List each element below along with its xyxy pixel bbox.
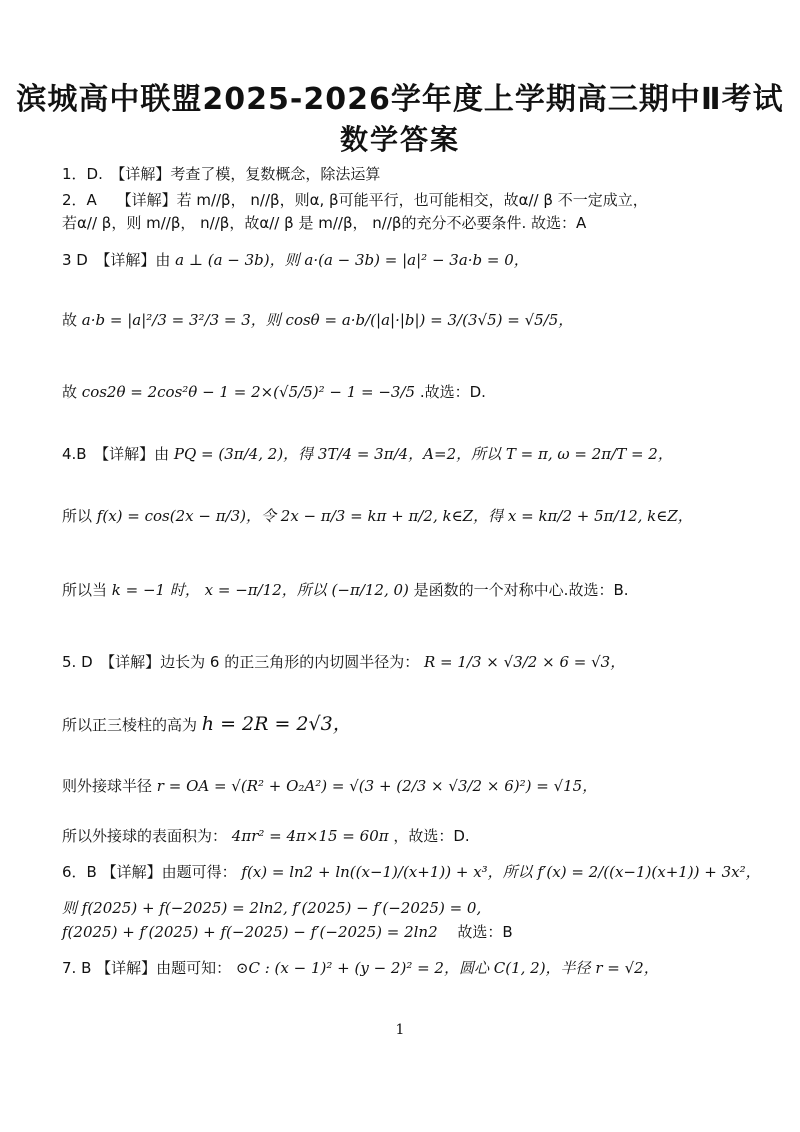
answer-7-lead: 7. B 【详解】由题可知： bbox=[62, 959, 232, 977]
answer-5-expr-2: h = 2R = 2√3， bbox=[201, 713, 352, 735]
answer-4-line-1 bbox=[62, 444, 752, 464]
answer-4-expr-3: k = −1 时， x = −π/12，所以 (−π/12, 0) bbox=[111, 581, 409, 599]
answer-1: 1．D. 【详解】考查了模，复数概念，除法运算 bbox=[62, 165, 381, 183]
answer-5-expr-1: R = 1/3 × √3/2 × 6 = √3， bbox=[424, 653, 626, 671]
answer-5-expr-3: r = OA = √(R² + O₂A²) = √(3 + (2/3 × √3/2 × 6)²) = √15， bbox=[156, 777, 598, 795]
answer-3-expr-1: a ⊥ (a − 3b)，则 a·(a − 3b) = |a|² − 3a·b = 0， bbox=[175, 251, 529, 269]
answer-4-line-2 bbox=[62, 506, 752, 526]
answer-5-line-1 bbox=[62, 652, 752, 672]
answer-5-line-4 bbox=[62, 826, 752, 846]
answer-3-expr-2: a·b = |a|²/3 = 3²/3 = 3，则 cosθ = a·b/(|a|·|b|) = 3/(3√5) = √5/5， bbox=[81, 311, 574, 329]
answer-5-expr-4: 4πr² = 4π×15 = 60π bbox=[231, 827, 389, 845]
answer-6-line-3 bbox=[62, 922, 752, 942]
answer-3-line-2 bbox=[62, 310, 752, 330]
answer-6-line-1 bbox=[62, 862, 761, 882]
answer-3-tail: .故选：D. bbox=[419, 383, 486, 401]
answer-6-expr-2: 则 f(2025) + f(−2025) = 2ln2, f′(2025) − f′(−2025) = 0, bbox=[62, 899, 482, 917]
answer-6-lead: 6．B 【详解】由题可得： bbox=[62, 863, 237, 881]
answer-3-lead-3: 故 bbox=[62, 383, 78, 401]
answer-4-lead-3: 所以当 bbox=[62, 581, 108, 599]
answer-5-lead: 5. D 【详解】边长为 6 的正三角形的内切圆半径为： bbox=[62, 653, 420, 671]
answer-5-lead-4: 所以外接球的表面积为： bbox=[62, 827, 228, 845]
answer-5-line-2 bbox=[62, 714, 752, 735]
answer-5-line-3 bbox=[62, 776, 752, 796]
answer-5-lead-3: 则外接球半径 bbox=[62, 777, 153, 795]
answer-2-line-2: 若α// β，则 m//β， n//β，故α// β 是 m//β， n//β的充分不必要条件. 故选：A bbox=[62, 214, 587, 232]
page-subtitle: 数学答案 bbox=[339, 123, 460, 156]
page-title: 滨城高中联盟2025-2026学年度上学期高三期中Ⅱ考试 bbox=[16, 82, 784, 117]
answer-3-line-1 bbox=[62, 250, 752, 270]
answer-3-expr-3: cos2θ = 2cos²θ − 1 = 2×(√5/5)² − 1 = −3/5 bbox=[81, 383, 416, 401]
answer-4-tail: 是函数的一个对称中心.故选：B. bbox=[413, 581, 629, 599]
answer-6-expr-3: f(2025) + f′(2025) + f(−2025) − f′(−2025) = 2ln2 bbox=[62, 923, 438, 941]
answer-6-expr-1: f(x) = ln2 + ln((x−1)/(x+1)) + x³，所以 f′(x) = 2/((x−1)(x+1)) + 3x²， bbox=[241, 863, 761, 881]
answer-3-line-3 bbox=[62, 382, 752, 402]
answer-2-line-1: 2．A 【详解】若 m//β， n//β，则α, β可能平行，也可能相交，故α// β 不一定成立， bbox=[62, 191, 648, 209]
answer-6-line-2 bbox=[62, 898, 752, 918]
answer-5-lead-2: 所以正三棱柱的高为 bbox=[62, 716, 198, 734]
answer-3-lead: 3 D 【详解】由 bbox=[62, 251, 171, 269]
answer-6-tail: 故选：B bbox=[442, 923, 513, 941]
page-number: 1 bbox=[395, 1022, 405, 1038]
answer-4-expr-2: f(x) = cos(2x − π/3)，令 2x − π/3 = kπ + π/2, k∈Z，得 x = kπ/2 + 5π/12, k∈Z， bbox=[96, 507, 693, 525]
answer-5-tail: ，故选：D. bbox=[393, 827, 470, 845]
answer-3-lead-2: 故 bbox=[62, 311, 78, 329]
answer-4-lead-2: 所以 bbox=[62, 507, 93, 525]
answer-4-expr-1: PQ = (3π/4, 2)，得 3T/4 = 3π/4，A=2，所以 T = π, ω = 2π/T = 2， bbox=[173, 445, 673, 463]
answer-4-line-3 bbox=[62, 580, 752, 600]
answer-4-lead: 4.B 【详解】由 bbox=[62, 445, 170, 463]
answer-7-line-1 bbox=[62, 958, 752, 978]
answer-7-expr: ⊙C : (x − 1)² + (y − 2)² = 2，圆心 C(1, 2)，半径 r = √2， bbox=[235, 959, 659, 977]
